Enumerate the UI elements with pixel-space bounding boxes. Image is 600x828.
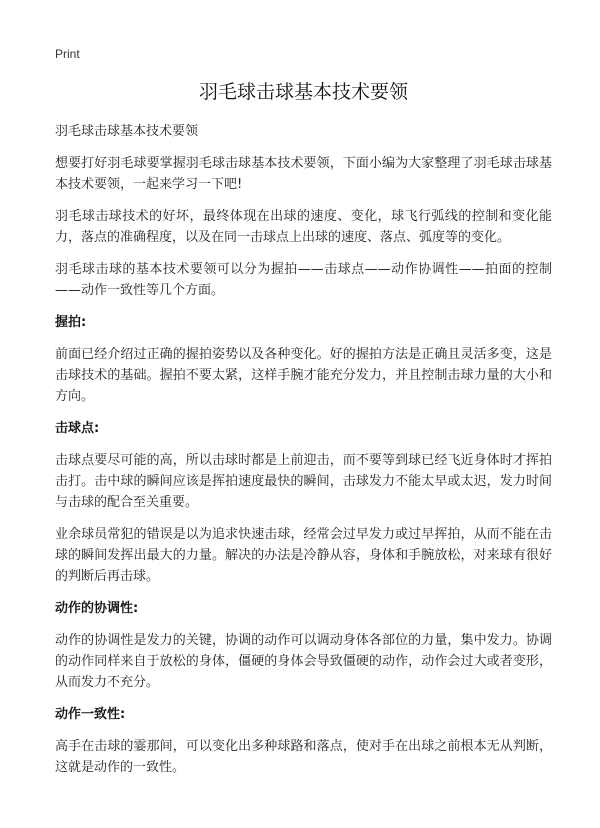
- intro-paragraph-3: 羽毛球击球的基本技术要领可以分为握拍——击球点——动作协调性——拍面的控制——动作一致性等几个方面。: [55, 262, 552, 298]
- print-link[interactable]: Print: [55, 47, 80, 61]
- section-coordination-paragraph-1: 动作的协调性是发力的关键，协调的动作可以调动身体各部位的力量，集中发力。协调的动作同样来自于放松的身体，僵硬的身体会导致僵硬的动作，动作会过大或者变形，从而发力不充分。: [55, 633, 552, 690]
- section-heading-coordination: 动作的协调性:: [55, 601, 139, 616]
- document-title: 羽毛球击球基本技术要领: [198, 81, 408, 103]
- section-grip-paragraph-1: 前面已经介绍过正确的握拍姿势以及各种变化。好的握拍方法是正确且灵活多变，这是击球技术的基础。握拍不要太紧，这样手腕才能充分发力，并且控制击球力量的大小和方向。: [55, 347, 552, 404]
- intro-paragraph-2: 羽毛球击球技术的好坏，最终体现在出球的速度、变化，球飞行弧线的控制和变化能力，落点的准确程度，以及在同一击球点上出球的速度、落点、弧度等的变化。: [55, 209, 552, 245]
- section-heading-grip: 握拍:: [55, 315, 87, 330]
- section-heading-consistency: 动作一致性:: [55, 707, 126, 722]
- document-subtitle: 羽毛球击球基本技术要领: [55, 124, 199, 139]
- section-hit-point-paragraph-1: 击球点要尽可能的高，所以击球时都是上前迎击，而不要等到球已经飞近身体时才挥拍击打。击中球的瞬间应该是挥拍速度最快的瞬间，击球发力不能太早或太迟，发力时间与击球的配合至关重要。: [55, 453, 552, 510]
- section-heading-hit-point: 击球点:: [55, 421, 100, 436]
- intro-paragraph-1: 想要打好羽毛球要掌握羽毛球击球基本技术要领，下面小编为大家整理了羽毛球击球基本技术要领，一起来学习一下吧!: [55, 156, 552, 192]
- section-hit-point-paragraph-2: 业余球员常犯的错误是以为追求快速击球，经常会过早发力或过早挥拍，从而不能在击球的瞬间发挥出最大的力量。解决的办法是冷静从容，身体和手腕放松，对来球有很好的判断后再击球。: [55, 527, 552, 584]
- section-consistency-paragraph-1: 高手在击球的霎那间，可以变化出多种球路和落点，使对手在出球之前根本无从判断，这就是动作的一致性。: [55, 739, 552, 775]
